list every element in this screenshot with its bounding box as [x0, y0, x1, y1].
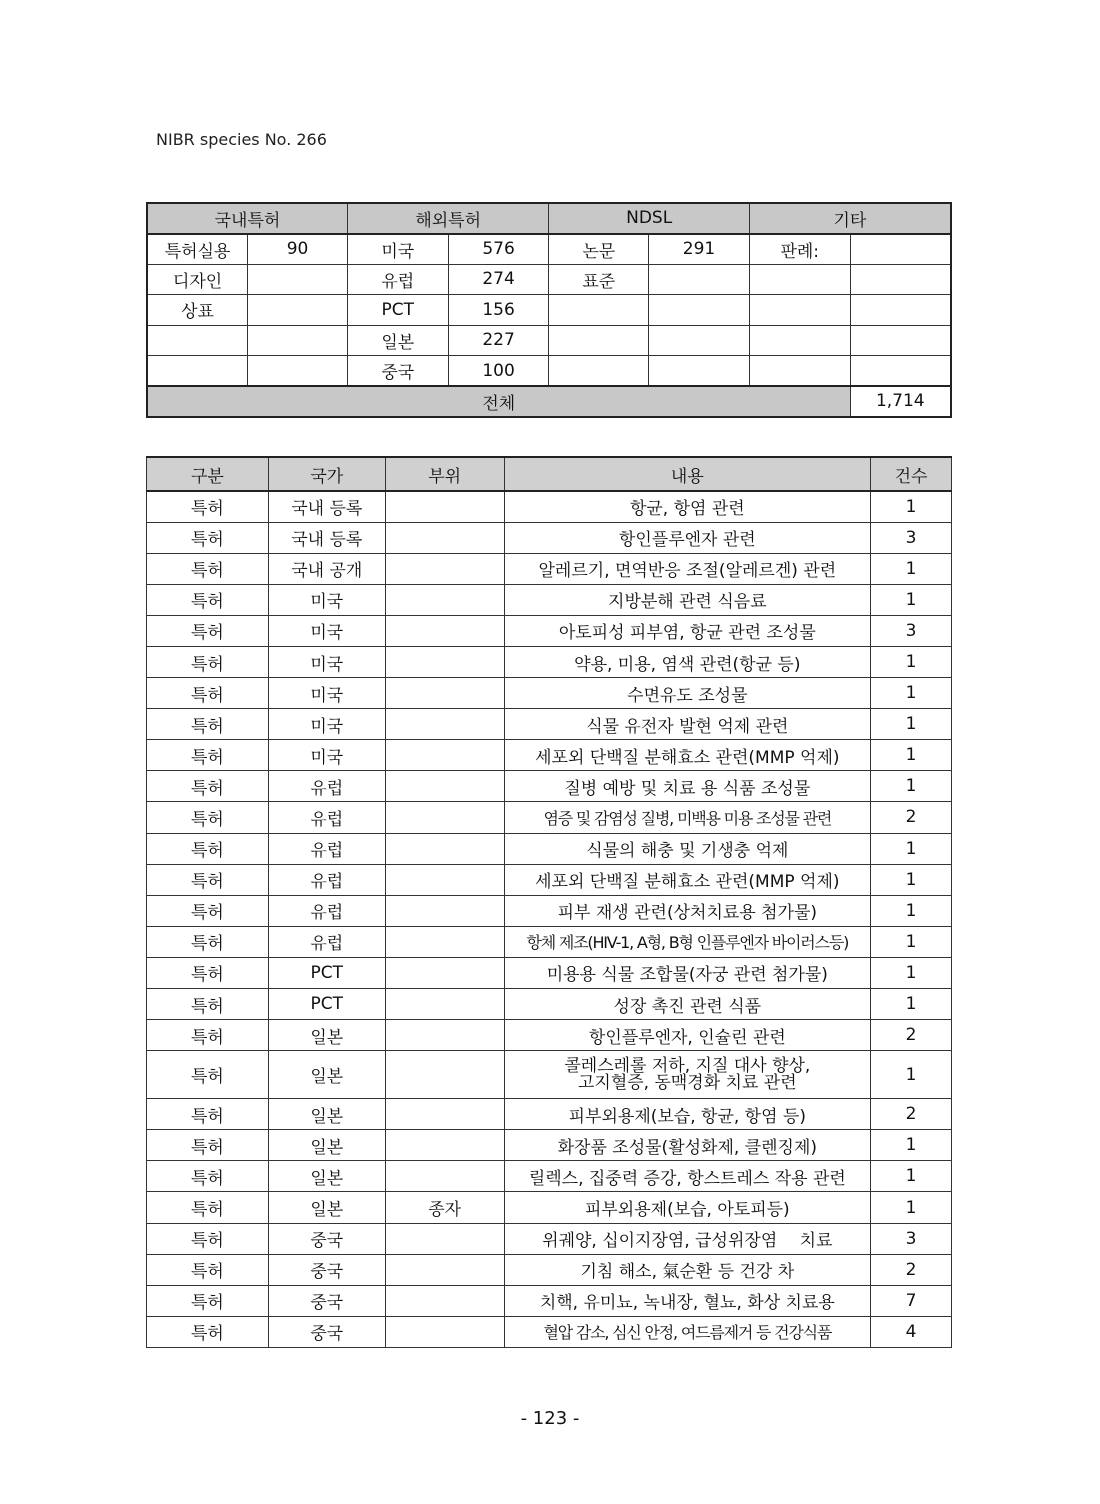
detail-cell-country: 유럽	[268, 802, 385, 833]
detail-cell-count: 2	[871, 1254, 952, 1285]
summary-cell: 일본	[347, 325, 448, 356]
detail-cell-type: 특허	[147, 1020, 269, 1051]
detail-cell-content: 세포외 단백질 분해효소 관련(MMP 억제)	[504, 740, 871, 771]
detail-cell-part	[385, 1316, 504, 1347]
summary-cell	[649, 325, 750, 356]
table-row	[147, 615, 952, 646]
detail-cell-type: 특허	[147, 864, 269, 895]
table-row	[147, 491, 952, 522]
detail-cell-content: 항인플루엔자 관련	[504, 522, 871, 553]
summary-cell: 상표	[147, 295, 248, 326]
detail-cell-part	[385, 1020, 504, 1051]
detail-cell-part	[385, 709, 504, 740]
detail-cell-country: 중국	[268, 1316, 385, 1347]
summary-cell	[549, 295, 649, 326]
summary-cell	[850, 356, 951, 387]
detail-cell-part	[385, 957, 504, 988]
table-row	[147, 1130, 952, 1161]
detail-cell-content: 알레르기, 면역반응 조절(알레르겐) 관련	[504, 553, 871, 584]
detail-cell-country: 유럽	[268, 771, 385, 802]
detail-cell-part	[385, 740, 504, 771]
detail-cell-country: 중국	[268, 1223, 385, 1254]
detail-cell-country: 유럽	[268, 895, 385, 926]
summary-header-row	[147, 203, 951, 234]
summary-cell	[549, 325, 649, 356]
table-row	[147, 1316, 952, 1347]
detail-cell-content: 치핵, 유미뇨, 녹내장, 혈뇨, 화상 치료용	[504, 1285, 871, 1316]
detail-cell-type: 특허	[147, 1161, 269, 1192]
detail-cell-count: 1	[871, 957, 952, 988]
table-row	[147, 1020, 952, 1051]
detail-cell-content: 항균, 항염 관련	[504, 491, 871, 522]
detail-header-row	[147, 457, 952, 491]
detail-cell-type: 특허	[147, 1316, 269, 1347]
summary-row	[147, 325, 951, 356]
detail-cell-part	[385, 678, 504, 709]
detail-cell-type: 특허	[147, 1192, 269, 1223]
detail-cell-type: 특허	[147, 615, 269, 646]
detail-cell-type: 특허	[147, 1099, 269, 1130]
table-row	[147, 1161, 952, 1192]
detail-cell-count: 1	[871, 646, 952, 677]
detail-table	[146, 456, 952, 1348]
summary-cell: 판례:	[749, 234, 850, 265]
detail-cell-part	[385, 522, 504, 553]
table-row	[147, 1099, 952, 1130]
detail-cell-part	[385, 926, 504, 957]
detail-cell-content: 성장 촉진 관련 식품	[504, 989, 871, 1020]
detail-cell-type: 특허	[147, 957, 269, 988]
detail-cell-count: 3	[871, 522, 952, 553]
detail-cell-part	[385, 833, 504, 864]
detail-cell-count: 1	[871, 1161, 952, 1192]
detail-cell-type: 특허	[147, 1130, 269, 1161]
summary-cell: 디자인	[147, 264, 248, 295]
detail-cell-content: 수면유도 조성물	[504, 678, 871, 709]
detail-cell-type: 특허	[147, 522, 269, 553]
detail-cell-content: 질병 예방 및 치료 용 식품 조성물	[504, 771, 871, 802]
detail-cell-count: 1	[871, 926, 952, 957]
detail-cell-count: 1	[871, 989, 952, 1020]
detail-content-line: 콜레스레롤 저하, 지질 대사 향상,	[564, 1055, 811, 1076]
detail-cell-part	[385, 771, 504, 802]
detail-cell-type: 특허	[147, 895, 269, 926]
summary-table	[146, 202, 952, 418]
detail-cell-country: 미국	[268, 678, 385, 709]
summary-cell	[850, 295, 951, 326]
detail-cell-type: 특허	[147, 491, 269, 522]
table-row	[147, 833, 952, 864]
summary-header-ndsl: NDSL	[549, 203, 749, 234]
summary-cell: 90	[248, 234, 348, 265]
detail-cell-part	[385, 615, 504, 646]
detail-cell-count: 1	[871, 864, 952, 895]
detail-cell-content: 지방분해 관련 식음료	[504, 584, 871, 615]
summary-total-value: 1,714	[850, 386, 951, 417]
detail-cell-part	[385, 989, 504, 1020]
detail-cell-count: 4	[871, 1316, 952, 1347]
summary-cell: PCT	[347, 295, 448, 326]
summary-cell: 표준	[549, 264, 649, 295]
table-row	[147, 1285, 952, 1316]
detail-cell-content: 미용용 식물 조합물(자궁 관련 첨가물)	[504, 957, 871, 988]
detail-cell-country: 국내 등록	[268, 491, 385, 522]
summary-cell: 논문	[549, 234, 649, 265]
detail-cell-country: 일본	[268, 1130, 385, 1161]
summary-total-row	[147, 386, 951, 417]
summary-cell: 중국	[347, 356, 448, 387]
detail-cell-content: 피부외용제(보습, 항균, 항염 등)	[504, 1099, 871, 1130]
summary-cell	[248, 295, 348, 326]
detail-cell-count: 1	[871, 1130, 952, 1161]
detail-cell-count: 1	[871, 1192, 952, 1223]
detail-cell-content: 식물 유전자 발현 억제 관련	[504, 709, 871, 740]
detail-cell-count: 3	[871, 1223, 952, 1254]
detail-cell-part: 종자	[385, 1192, 504, 1223]
detail-cell-content: 항인플루엔자, 인슐린 관련	[504, 1020, 871, 1051]
page-number: - 123 -	[520, 1408, 580, 1429]
detail-cell-country: PCT	[268, 989, 385, 1020]
summary-cell	[147, 325, 248, 356]
summary-cell: 227	[448, 325, 549, 356]
detail-cell-count: 1	[871, 895, 952, 926]
detail-cell-count: 1	[871, 1051, 952, 1099]
detail-cell-country: 중국	[268, 1285, 385, 1316]
detail-cell-count: 3	[871, 615, 952, 646]
detail-cell-count: 2	[871, 802, 952, 833]
table-row	[147, 926, 952, 957]
detail-cell-content: 피부 재생 관련(상처치료용 첨가물)	[504, 895, 871, 926]
detail-header-count: 건수	[871, 457, 952, 491]
table-row	[147, 895, 952, 926]
detail-cell-content: 식물의 해충 및 기생충 억제	[504, 833, 871, 864]
table-row	[147, 864, 952, 895]
summary-row	[147, 356, 951, 387]
detail-cell-country: 국내 등록	[268, 522, 385, 553]
detail-header-content: 내용	[504, 457, 871, 491]
detail-cell-count: 1	[871, 833, 952, 864]
summary-cell: 291	[649, 234, 750, 265]
summary-row	[147, 234, 951, 265]
detail-cell-country: PCT	[268, 957, 385, 988]
table-row	[147, 957, 952, 988]
detail-cell-country: 중국	[268, 1254, 385, 1285]
detail-cell-country: 미국	[268, 709, 385, 740]
summary-row	[147, 264, 951, 295]
summary-cell	[749, 264, 850, 295]
detail-cell-content: 약용, 미용, 염색 관련(항균 등)	[504, 646, 871, 677]
detail-cell-count: 2	[871, 1099, 952, 1130]
summary-cell: 576	[448, 234, 549, 265]
detail-cell-country: 미국	[268, 646, 385, 677]
detail-cell-country: 유럽	[268, 926, 385, 957]
detail-cell-count: 1	[871, 491, 952, 522]
summary-cell	[749, 325, 850, 356]
detail-cell-part	[385, 1099, 504, 1130]
summary-cell	[649, 356, 750, 387]
detail-cell-content: 항체 제조(HIV-1, A형, B형 인플루엔자 바이러스등)	[504, 926, 871, 957]
summary-header-other: 기타	[749, 203, 951, 234]
detail-cell-count: 1	[871, 678, 952, 709]
detail-cell-content: 피부외용제(보습, 아토피등)	[504, 1192, 871, 1223]
detail-cell-type: 특허	[147, 926, 269, 957]
detail-cell-type: 특허	[147, 553, 269, 584]
detail-cell-part	[385, 895, 504, 926]
detail-cell-content: 아토피성 피부염, 항균 관련 조성물	[504, 615, 871, 646]
table-row	[147, 584, 952, 615]
detail-cell-country: 미국	[268, 740, 385, 771]
detail-cell-part	[385, 1223, 504, 1254]
summary-cell	[147, 356, 248, 387]
summary-cell	[649, 264, 750, 295]
summary-header-domestic: 국내특허	[147, 203, 347, 234]
detail-cell-country: 일본	[268, 1020, 385, 1051]
detail-content-line: 고지혈증, 동맥경화 치료 관련	[577, 1072, 797, 1093]
detail-cell-content: 염증 및 감염성 질병, 미백용 미용 조성물 관련	[504, 802, 871, 833]
detail-cell-part	[385, 584, 504, 615]
detail-cell-content: 화장품 조성물(활성화제, 클렌징제)	[504, 1130, 871, 1161]
table-row	[147, 1254, 952, 1285]
summary-cell	[248, 356, 348, 387]
detail-cell-part	[385, 1130, 504, 1161]
table-row	[147, 522, 952, 553]
detail-cell-country: 유럽	[268, 833, 385, 864]
detail-cell-count: 1	[871, 553, 952, 584]
detail-cell-type: 특허	[147, 1223, 269, 1254]
detail-cell-country: 일본	[268, 1051, 385, 1099]
summary-header-foreign: 해외특허	[347, 203, 549, 234]
detail-cell-content: 릴렉스, 집중력 증강, 항스트레스 작용 관련	[504, 1161, 871, 1192]
detail-cell-type: 특허	[147, 1051, 269, 1099]
detail-cell-part	[385, 1285, 504, 1316]
table-row	[147, 553, 952, 584]
detail-cell-content: 세포외 단백질 분해효소 관련(MMP 억제)	[504, 864, 871, 895]
summary-cell	[850, 325, 951, 356]
detail-cell-type: 특허	[147, 989, 269, 1020]
detail-cell-type: 특허	[147, 1285, 269, 1316]
detail-cell-part	[385, 1254, 504, 1285]
detail-cell-type: 특허	[147, 833, 269, 864]
detail-cell-part	[385, 802, 504, 833]
detail-header-part: 부위	[385, 457, 504, 491]
detail-cell-type: 특허	[147, 709, 269, 740]
summary-total-label: 전체	[147, 386, 850, 417]
detail-cell-country: 일본	[268, 1161, 385, 1192]
summary-cell: 유럽	[347, 264, 448, 295]
detail-cell-country: 미국	[268, 615, 385, 646]
detail-cell-content: 혈압 감소, 심신 안정, 여드름제거 등 건강식품	[504, 1316, 871, 1347]
detail-cell-country: 일본	[268, 1192, 385, 1223]
detail-header-country: 국가	[268, 457, 385, 491]
table-row	[147, 771, 952, 802]
table-row	[147, 1192, 952, 1223]
table-row	[147, 678, 952, 709]
summary-cell	[649, 295, 750, 326]
table-row	[147, 802, 952, 833]
summary-cell: 특허실용	[147, 234, 248, 265]
summary-row	[147, 295, 951, 326]
table-row	[147, 740, 952, 771]
table-row	[147, 646, 952, 677]
detail-cell-type: 특허	[147, 1254, 269, 1285]
summary-cell	[248, 325, 348, 356]
summary-cell	[749, 295, 850, 326]
detail-cell-count: 1	[871, 771, 952, 802]
detail-cell-type: 특허	[147, 646, 269, 677]
detail-cell-country: 미국	[268, 584, 385, 615]
detail-cell-part	[385, 553, 504, 584]
detail-cell-part	[385, 1051, 504, 1099]
species-number: NIBR species No. 266	[156, 130, 327, 149]
summary-cell: 156	[448, 295, 549, 326]
detail-cell-count: 1	[871, 740, 952, 771]
detail-cell-content	[504, 1051, 871, 1099]
detail-header-type: 구분	[147, 457, 269, 491]
detail-cell-part	[385, 646, 504, 677]
table-row	[147, 1051, 952, 1099]
summary-cell	[749, 356, 850, 387]
summary-cell	[850, 234, 951, 265]
detail-cell-type: 특허	[147, 771, 269, 802]
detail-cell-count: 7	[871, 1285, 952, 1316]
summary-cell	[549, 356, 649, 387]
detail-cell-count: 1	[871, 709, 952, 740]
detail-cell-count: 2	[871, 1020, 952, 1051]
detail-cell-type: 특허	[147, 678, 269, 709]
table-row	[147, 989, 952, 1020]
detail-cell-country: 유럽	[268, 864, 385, 895]
detail-cell-type: 특허	[147, 584, 269, 615]
table-row	[147, 1223, 952, 1254]
detail-cell-country: 국내 공개	[268, 553, 385, 584]
detail-cell-content: 기침 해소, 氣순환 등 건강 차	[504, 1254, 871, 1285]
detail-cell-type: 특허	[147, 740, 269, 771]
detail-cell-type: 특허	[147, 802, 269, 833]
summary-cell: 100	[448, 356, 549, 387]
table-row	[147, 709, 952, 740]
summary-cell	[850, 264, 951, 295]
detail-cell-part	[385, 491, 504, 522]
detail-cell-part	[385, 1161, 504, 1192]
summary-cell	[248, 264, 348, 295]
detail-cell-part	[385, 864, 504, 895]
summary-cell: 미국	[347, 234, 448, 265]
detail-cell-count: 1	[871, 584, 952, 615]
summary-cell: 274	[448, 264, 549, 295]
detail-cell-country: 일본	[268, 1099, 385, 1130]
detail-cell-content: 위궤양, 십이지장염, 급성위장염 치료	[504, 1223, 871, 1254]
